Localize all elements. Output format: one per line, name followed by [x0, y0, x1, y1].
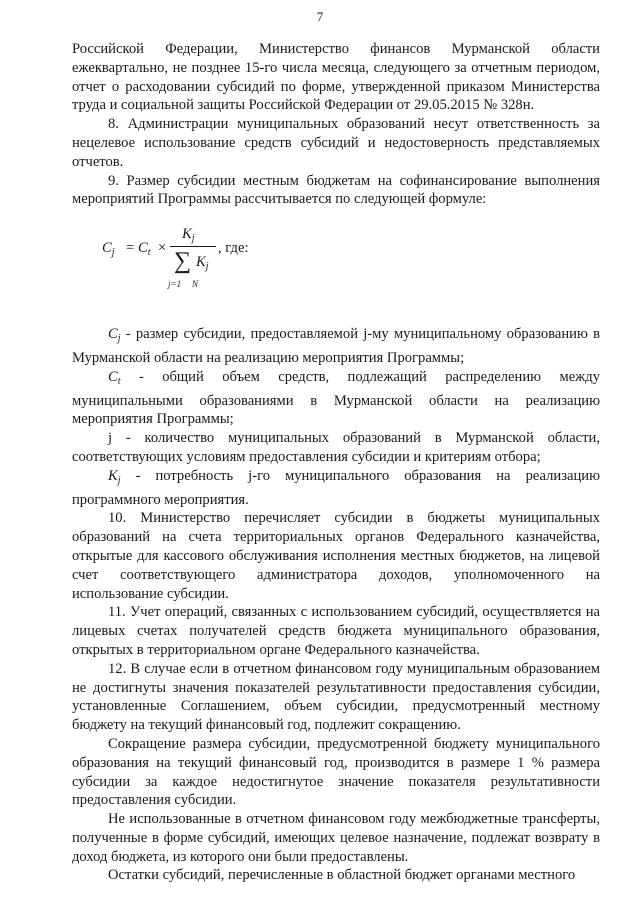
- subsidy-formula: [72, 219, 600, 290]
- formula-lower-limit: j=1: [168, 279, 182, 290]
- paragraph-12-unused: Не использованные в отчетном финансовом году межбюджетные трансферты, полученные в форме субсидий, имеющих целевое назначение, подлежат возврату в доход бюджета, из которого они были предоставлены.: [72, 811, 600, 865]
- document-body: [72, 40, 600, 885]
- paragraph-8: 8. Администрации муниципальных образований несут ответственность за нецелевое использование средств субсидий и недостоверность представляемых отчетов.: [72, 116, 600, 170]
- definition-kj: $K_j$ - потребность j-го муниципального образования на реализацию программного мероприятия.: [72, 467, 600, 508]
- paragraph-12-reduction: Сокращение размера субсидии, предусмотренной бюджету муниципального образования на текущий финансовый год, производится в размере 1 % размера субсидии за каждое недостигнутое значение показателя результативности предоставления субсидии.: [72, 735, 600, 809]
- page-number: 7: [316, 9, 324, 24]
- formula-equals: =: [126, 240, 135, 257]
- formula-upper-limit: N: [192, 279, 199, 290]
- formula-cj: $C_j$: [102, 240, 115, 259]
- formula-fraction-bar: [170, 246, 216, 247]
- paragraph-12-remainder: Остатки субсидий, перечисленные в областной бюджет органами местного: [108, 867, 576, 884]
- paragraph-9: 9. Размер субсидии местным бюджетам на софинансирование выполнения мероприятий Программы рассчитывается по следующей формуле:: [72, 172, 600, 208]
- paragraph-continuation: Российской Федерации, Министерство финансов Мурманской области ежеквартально, не позднее 15-го числа месяца, следующего за отчетным периодом, отчет о расходовании субсидий по форме, утвержденной приказом Министерства труда и социальной защиты Российской Федерации от 29.05.2015 № 328н.: [72, 41, 600, 114]
- paragraph-10: 10. Министерство перечисляет субсидии в бюджеты муниципальных образований на счета территориальных органов Федерального казначейства, открытые для кассового обслуживания исполнения местных бюджетов, на лицевой счет соответствующего администратора доходов, уполномоченного на использование субсидии.: [72, 510, 600, 602]
- formula-ct: $C_t$: [138, 240, 151, 259]
- paragraph-11: 11. Учет операций, связанных с использованием субсидий, осуществляется на лицевых счетах получателей средств бюджета муниципального образования, открытых в территориальном органе Федерального казначейства.: [72, 604, 600, 658]
- formula-numerator: $K_j$: [182, 226, 195, 245]
- formula-tail: , где:: [218, 240, 249, 257]
- paragraph-12: 12. В случае если в отчетном финансовом году муниципальным образованием не достигнуты значения показателей результативности предоставления субсидии, установленные Соглашением, объем субсидии, предусмотренный местному бюджету на текущий финансовый год, подлежит сокращению.: [72, 660, 600, 734]
- formula-times: ×: [158, 240, 167, 257]
- definition-ct: $C_t$ - общий объем средств, подлежащий распределению между муниципальными образованиями в Мурманской области на реализацию мероприятия Программы;: [72, 368, 600, 428]
- formula-sigma: ∑: [174, 248, 192, 275]
- definition-j: j - количество муниципальных образований в Мурманской области, соответствующих условиям предоставления субсидии и критериям отбора;: [72, 430, 600, 465]
- formula-denominator: $K_j$: [196, 254, 209, 273]
- definition-cj: $C_j$ - размер субсидии, предоставляемой j-му муниципальному образованию в Мурманской области на реализацию мероприятия Программы;: [72, 326, 600, 366]
